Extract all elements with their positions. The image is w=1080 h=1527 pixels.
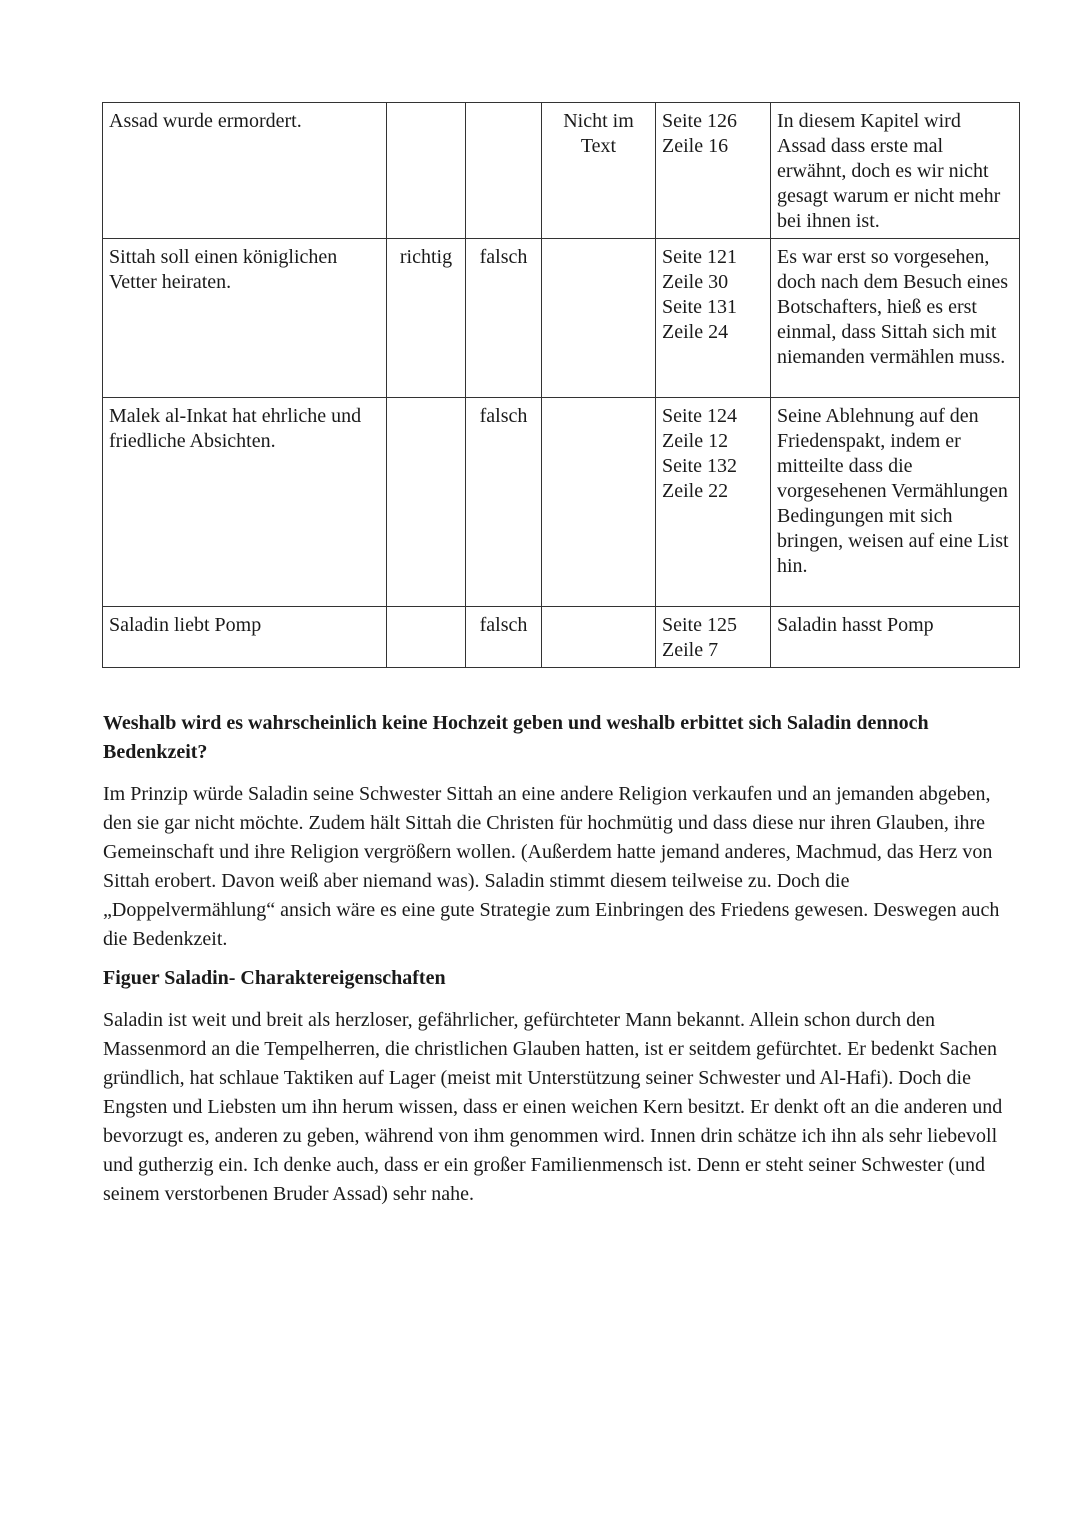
begruendung-cell: Saladin hasst Pomp — [771, 607, 1020, 668]
richtig-cell — [387, 398, 466, 607]
answer-paragraph: Im Prinzip würde Saladin seine Schwester Sittah an eine andere Religion verkaufen und an jemanden abgeben, den sie gar nicht möchte. Zudem hält Sittah die Christen für hochmütig und dass diese nur ihren Glauben, ihre Gemeinschaft und ihre Religion vergrößern wollen. (Außerdem hatte jemand anderes, Machmud, das Herz von Sittah erobert. Davon weiß aber niemand was). Saladin stimmt diesem teilweise zu. Doch die „Doppelvermählung“ ansich wäre es eine gute Strategie zum Einbringen des Friedens gewesen. Deswegen auch die Bedenkzeit. — [103, 783, 1000, 950]
fundstelle-cell: Seite 125 Zeile 7 — [656, 607, 771, 668]
nicht-im-text-cell: Nicht im Text — [542, 103, 656, 239]
falsch-cell: falsch — [466, 398, 542, 607]
fundstelle-cell: Seite 121 Zeile 30 Seite 131 Zeile 24 — [656, 239, 771, 398]
table-row — [103, 103, 1020, 239]
nicht-im-text-cell — [542, 607, 656, 668]
falsch-cell: falsch — [466, 239, 542, 398]
falsch-cell — [466, 103, 542, 239]
fundstelle-cell: Seite 124 Zeile 12 Seite 132 Zeile 22 — [656, 398, 771, 607]
statement-cell: Sittah soll einen königlichen Vetter heiraten. — [103, 239, 387, 398]
nicht-im-text-cell — [542, 239, 656, 398]
richtig-cell: richtig — [387, 239, 466, 398]
falsch-cell: falsch — [466, 607, 542, 668]
question-heading: Weshalb wird es wahrscheinlich keine Hochzeit geben und weshalb erbittet sich Saladin dennoch Bedenkzeit? — [103, 712, 929, 763]
richtig-cell — [387, 607, 466, 668]
statement-cell: Saladin liebt Pomp — [103, 607, 387, 668]
table-row — [103, 239, 1020, 398]
statement-table — [102, 102, 1020, 668]
begruendung-cell: In diesem Kapitel wird Assad dass erste mal erwähnt, doch es wir nicht gesagt warum er nicht mehr bei ihnen ist. — [771, 103, 1020, 239]
richtig-cell — [387, 103, 466, 239]
statement-table-container — [102, 102, 1019, 668]
statement-cell: Malek al-Inkat hat ehrliche und friedliche Absichten. — [103, 398, 387, 607]
nicht-im-text-cell — [542, 398, 656, 607]
character-paragraph: Saladin ist weit und breit als herzloser, gefährlicher, gefürchteter Mann bekannt. Allein schon durch den Massenmord an die Tempelherren, die christlichen Glauben hatten, ist er seitdem gefürchtet. Er bedenkt Sachen gründlich, hat schlaue Taktiken auf Lager (meist mit Unterstützung seiner Schwester und Al-Hafi). Doch die Engsten und Liebsten um ihn herum wissen, dass er einen weichen Kern besitzt. Er denkt oft an die anderen und bevorzugt es, anderen zu geben, während von ihm genommen wird. Innen drin schätze ich ihn als sehr liebevoll und gutherzig ein. Ich denke auch, dass er ein großer Familienmensch ist. Denn er steht seiner Schwester (und seinem verstorbenen Bruder Assad) sehr nahe. — [103, 1009, 1003, 1205]
begruendung-cell: Es war erst so vorgesehen, doch nach dem Besuch eines Botschafters, hieß es erst einmal, dass Sittah sich mit niemanden vermählen muss. — [771, 239, 1020, 398]
table-row — [103, 398, 1020, 607]
begruendung-cell: Seine Ablehnung auf den Friedenspakt, indem er mitteilte dass die vorgesehenen Vermählungen Bedingungen mit sich bringen, weisen auf eine List hin. — [771, 398, 1020, 607]
table-row — [103, 607, 1020, 668]
character-heading: Figuer Saladin- Charaktereigenschaften — [103, 967, 446, 989]
statement-cell: Assad wurde ermordert. — [103, 103, 387, 239]
fundstelle-cell: Seite 126 Zeile 16 — [656, 103, 771, 239]
